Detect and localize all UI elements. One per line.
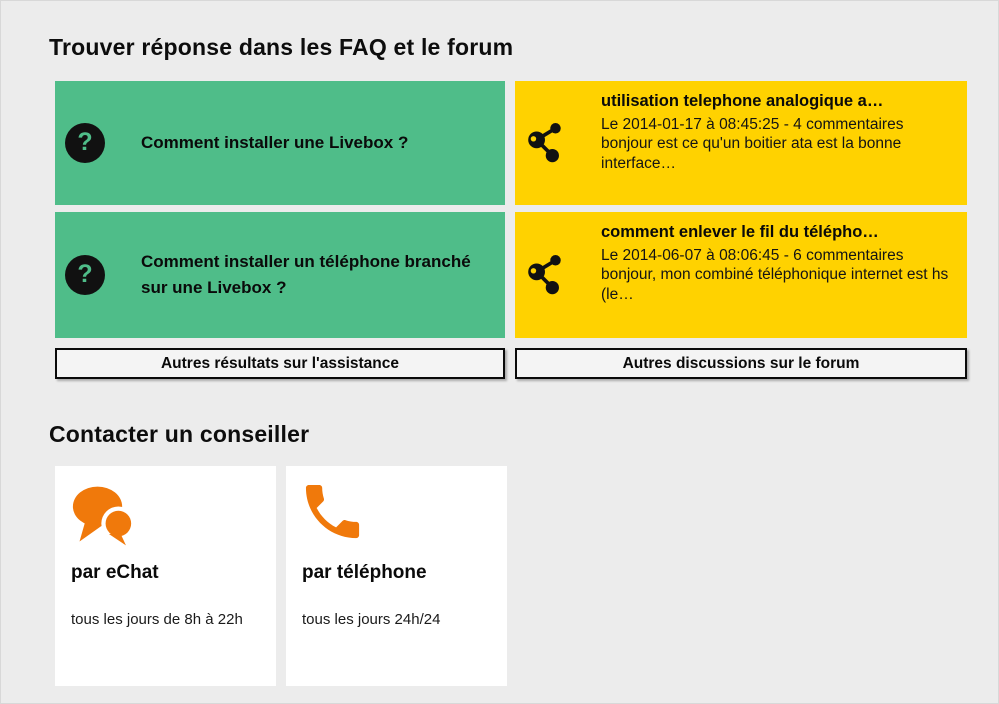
faq-card-label: Comment installer une Livebox ? — [141, 132, 409, 152]
share-nodes-icon — [525, 91, 565, 195]
faq-card-install-livebox[interactable] — [55, 81, 505, 205]
forum-thread-card[interactable] — [515, 81, 967, 205]
forum-thread-meta: Le 2014-01-17 à 08:45:25 - 4 commentaires — [601, 115, 904, 133]
contact-channel-hours: tous les jours de 8h à 22h — [71, 611, 243, 628]
chat-bubbles-icon — [71, 482, 260, 548]
forum-thread-title: comment enlever le fil du télépho… — [601, 223, 879, 241]
question-mark-glyph: ? — [77, 259, 93, 288]
forum-thread-text — [601, 91, 953, 195]
contact-telephone-card[interactable] — [286, 466, 507, 686]
forum-thread-card[interactable] — [515, 212, 967, 338]
forum-thread-excerpt: bonjour, mon combiné téléphonique internet est hs (le… — [601, 266, 949, 303]
faq-card-install-telephone[interactable] — [55, 212, 505, 338]
more-assistance-results-button[interactable]: Autres résultats sur l'assistance — [55, 348, 505, 379]
forum-thread-title: utilisation telephone analogique a… — [601, 92, 884, 110]
question-mark-icon — [65, 255, 105, 295]
contact-section-title: Contacter un conseiller — [49, 421, 310, 447]
share-nodes-icon — [525, 222, 565, 328]
more-forum-discussions-button[interactable]: Autres discussions sur le forum — [515, 348, 967, 379]
question-mark-glyph: ? — [77, 127, 93, 156]
contact-channel-label: par eChat — [71, 562, 159, 583]
phone-handset-icon — [302, 482, 491, 548]
forum-thread-meta: Le 2014-06-07 à 08:06:45 - 6 commentaires — [601, 246, 904, 264]
faq-section-title: Trouver réponse dans les FAQ et le forum — [49, 34, 514, 60]
question-mark-icon — [65, 123, 105, 163]
faq-card-label: Comment installer un téléphone branché sur une Livebox ? — [141, 251, 471, 297]
contact-channel-hours: tous les jours 24h/24 — [302, 611, 441, 628]
contact-echat-card[interactable] — [55, 466, 276, 686]
forum-thread-text — [601, 222, 953, 328]
contact-channel-label: par téléphone — [302, 562, 427, 583]
forum-thread-excerpt: bonjour est ce qu'un boitier ata est la bonne interface… — [601, 135, 902, 172]
